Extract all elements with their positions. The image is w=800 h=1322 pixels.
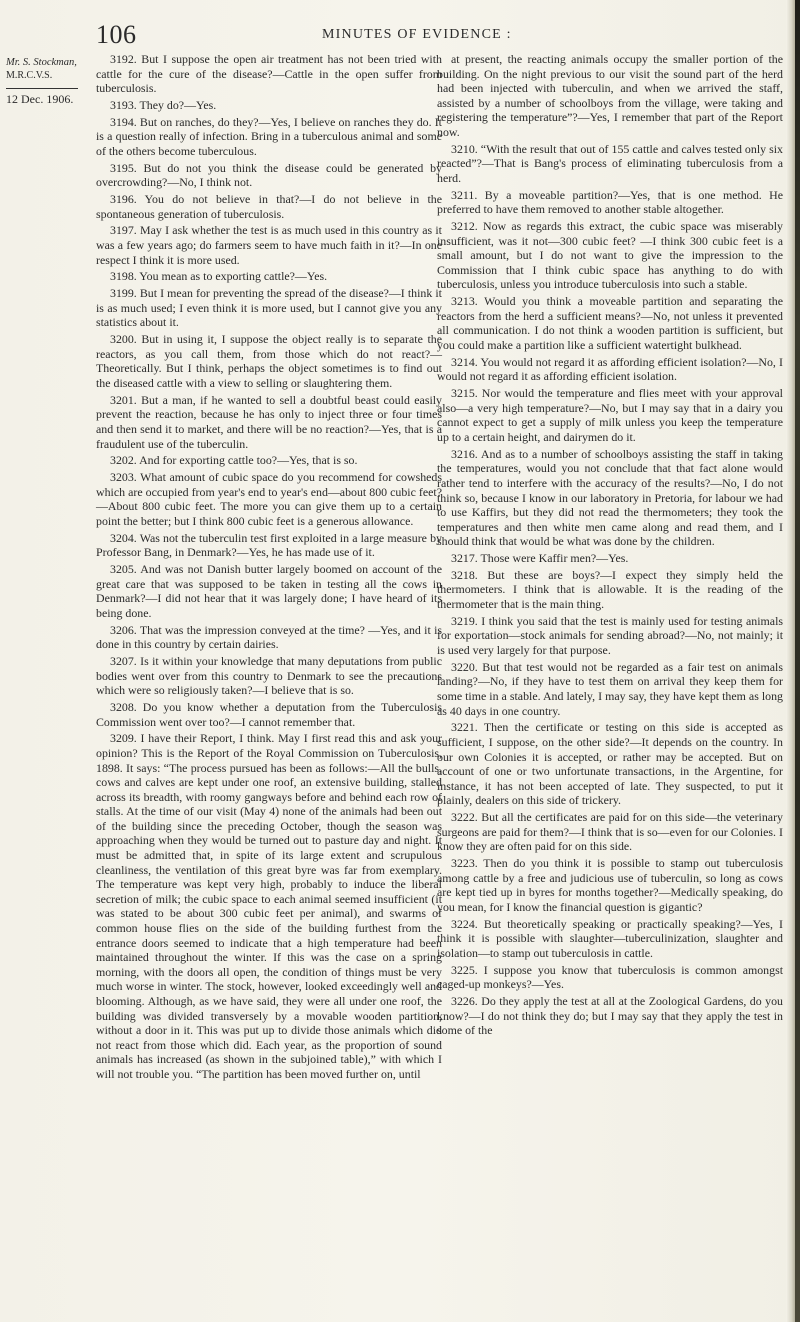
page-header <box>96 18 786 52</box>
question-paragraph: 3225. I suppose you know that tuberculosis is common amongst caged-up monkeys?—Yes. <box>437 962 783 992</box>
question-paragraph: 3203. What amount of cubic space do you recommend for cowsheds which are occupied from year's end to year's end—about 800 cubic feet?—About 800 cubic feet. The more you can give them up to a certain point the better; but I think 800 cubic feet is a generous allowance. <box>96 470 442 528</box>
question-paragraph: 3223. Then do you think it is possible to stamp out tuberculosis among cattle by a free and judicious use of tuberculin, so long as cows are kept tied up in byres for months together?—Medically speaking, do you mean, for I know the financial question is gigantic? <box>437 856 783 914</box>
evidence-date: 12 Dec. 1906. <box>6 92 74 106</box>
question-paragraph: 3196. You do not believe in that?—I do not believe in the spontaneous generation of tuberculosis. <box>96 192 442 221</box>
witness-name: Mr. S. Stockman, <box>6 57 77 68</box>
margin-divider <box>6 88 78 89</box>
page-number: 106 <box>96 20 137 49</box>
question-paragraph: 3210. “With the result that out of 155 cattle and calves tested only six reacted”?—That is Bang's process of eliminating tuberculosis from a herd. <box>437 141 783 185</box>
question-paragraph: 3212. Now as regards this extract, the cubic space was miserably insufficient, was it not—300 cubic feet? —I think 300 cubic feet is a small amount, but I do not want to give the impression to the Commission that I think cubic space has anything to do with tuberculosis, unless you introduce tuberculosis into such a stable. <box>437 219 783 292</box>
question-paragraph: 3192. But I suppose the open air treatment has not been tried with cattle for the cure of the disease?—Cattle in the open suffer from tuberculosis. <box>96 52 442 96</box>
running-title: MINUTES OF EVIDENCE : <box>322 27 512 42</box>
question-paragraph: 3217. Those were Kaffir men?—Yes. <box>451 551 629 566</box>
question-paragraph: 3206. That was the impression conveyed at the time? —Yes, and it is done in this country by certain dairies. <box>96 622 442 652</box>
margin-note <box>6 56 90 106</box>
question-paragraph: 3208. Do you know whether a deputation from the Tuberculosis Commission went over too?—I cannot remember that. <box>96 699 442 729</box>
question-paragraph: 3204. Was not the tuberculin test first exploited in a large measure by Professor Bang, in Denmark?—Yes, he has made use of it. <box>96 530 442 560</box>
question-paragraph: 3215. Nor would the temperature and flies meet with your approval also—a very high temperature?—No, but I may say that in a dairy you cannot expect to get a supply of milk unless you keep the temperature up to a certain height, and dairymen do it. <box>437 386 783 444</box>
left-column <box>96 52 442 1084</box>
question-paragraph: 3200. But in using it, I suppose the object really is to separate the reactors, as you call them, from those which do not react?—Theoretically. But I think, perhaps the object sometimes is to find out the diseased cattle with a view to selling or slaughtering them. <box>96 332 442 390</box>
question-paragraph: 3195. But do not you think the disease could be generated by overcrowding?—No, I think not. <box>96 160 442 190</box>
question-paragraph: 3197. May I ask whether the test is as much used in this country as it was a few years ago; do farmers seem to have much faith in it?—In one respect I think it is more used. <box>96 223 442 267</box>
question-paragraph: 3201. But a man, if he wanted to sell a doubtful beast could easily prevent the reaction, because he has only to inject three or four times and then send it to market, and there will be no reaction?—Yes, that is a fraudulent use of the tuberculin. <box>96 392 442 451</box>
question-paragraph: 3198. You mean as to exporting cattle?—Yes. <box>110 269 328 284</box>
question-paragraph: 3221. Then the certificate or testing on this side is accepted as sufficient, I suppose, on the other side?—It depends on the country. In our own Colonies it is accepted, or rather may be accepted. But on account of one or two unfortunate transactions, in the Argentine, for instance, it has not been accepted of late. They suspected, to put it plainly, dealers on this side of trickery. <box>437 720 783 808</box>
question-paragraph: 3219. I think you said that the test is mainly used for testing animals for exportation—stock animals for sending abroad?—No, not mainly; it is used very largely for that purpose. <box>437 613 783 658</box>
question-paragraph: 3218. But these are boys?—I expect they simply held the thermometers. I think that is allowable. It is the reading of the thermometer that is the main thing. <box>437 567 783 612</box>
question-paragraph: at present, the reacting animals occupy the smaller portion of the building. On the night previous to our visit the sound part of the herd had been injected with tuberculin, and when we arrived the staff, assisted by a number of schoolboys from the village, were taking and registering the temperature”?—Yes, I remember that part of the Report now. <box>437 52 783 139</box>
question-paragraph: 3224. But theoretically speaking or practically speaking?—Yes, I think it is possible with slaughter—tuberculinization, slaughter and isolation—to stamp out tuberculosis in cattle. <box>437 916 783 960</box>
question-paragraph: 3194. But on ranches, do they?—Yes, I believe on ranches they do. It is a question really of infection. Bring in a tuberculous animal and some of the others become tuberculous. <box>96 114 442 158</box>
question-paragraph: 3209. I have their Report, I think. May I first read this and ask your opinion? This is the Report of the Royal Commission on Tuberculosis, 1898. It says: “The process pursued has been as follows:—All the bulls, cows and calves are kept under one roof, an extensive building, stalled across its breadth, with roomy gangways before and behind each row of stalls. At the time of our visit (May 4) none of the animals had been out of the building since the preceding October, though the season was approaching when they would be turned out to pasture day and night. It must be admitted that, in spite of its large extent and scrupulous cleanliness, the ventilation of this great byre was far from exemplary. The temperature was kept very high, probably to induce the liberal secretion of milk; the cubic space to each animal seemed insufficient (it was stated to be about 300 cubic feet per animal), and swarms of common house flies on the side of the building furthest from the entrance doors seemed to indicate that a high temperature had been maintained throughout the winter. If this was the case on a spring morning, with the doors all open, the condition of things must be very much worse in winter. The stock, however, looked exceedingly well and blooming. Although, as we have said, they were all under one roof, the building was divided transversely by a movable wooden partition, without a door in it. This was put up to divide those animals which did not react from those which did. Each year, as the proportion of sound animals has increased (as shown in the subjoined table),” with which I will not trouble you. “The partition has been moved further on, until <box>96 731 442 1081</box>
witness-credentials: M.R.C.V.S. <box>6 70 53 81</box>
question-paragraph: 3226. Do they apply the test at all at the Zoological Gardens, do you know?—I do not think they do; but I may say that they apply the test in some of the <box>437 994 783 1038</box>
question-paragraph: 3205. And was not Danish butter largely boomed on account of the great care that was supposed to be taken in testing all the cows in Denmark?—I did not hear that it was largely done; I have heard of its being done. <box>96 562 442 620</box>
question-paragraph: 3211. By a moveable partition?—Yes, that is one method. He preferred to have them removed to another stable altogether. <box>437 187 783 217</box>
question-paragraph: 3216. And as to a number of schoolboys assisting the staff in taking the temperatures, would you not conclude that that fact alone would rather tend to interfere with the accuracy of the results?—No, I do not think so, because I know in our laboratory in Pretoria, for labour we had to use Kaffirs, but they did not read the thermometers; they took the temperatures and then white men came along and read them, and I should think that would be what was done by the children. <box>437 446 783 549</box>
page-binding-shadow <box>795 0 800 1322</box>
question-paragraph: 3193. They do?—Yes. <box>110 97 217 112</box>
question-paragraph: 3202. And for exporting cattle too?—Yes, that is so. <box>110 453 358 468</box>
question-paragraph: 3220. But that test would not be regarded as a fair test on animals landing?—No, if they have to test them on arrival they keep them for some time in a stable. And lately, I may say, they have kept them as long as 40 days in one country. <box>437 659 783 718</box>
question-paragraph: 3213. Would you think a moveable partition and separating the reactors from the herd a sufficient means?—No, not unless it prevented all communication. I do not think a wooden partition is sufficient, but you could make a partition like a sufficient watertight bulkhead. <box>437 294 783 353</box>
question-paragraph: 3199. But I mean for preventing the spread of the disease?—I think it is as much used; I even think it is more used, but I cannot give you any statistics about it. <box>96 286 442 330</box>
question-paragraph: 3214. You would not regard it as affording efficient isolation?—No, I would not regard it as affording efficient isolation. <box>437 354 783 384</box>
question-paragraph: 3207. Is it within your knowledge that many deputations from public bodies went over from this country to Denmark to see the precautions which were so religiously taken?—I believe that is so. <box>96 653 442 698</box>
question-paragraph: 3222. But all the certificates are paid for on this side—the veterinary surgeons are paid for them?—I think that is so—even for our Colonies. I know they are often paid for on this side. <box>437 810 783 854</box>
right-column <box>437 52 783 1040</box>
